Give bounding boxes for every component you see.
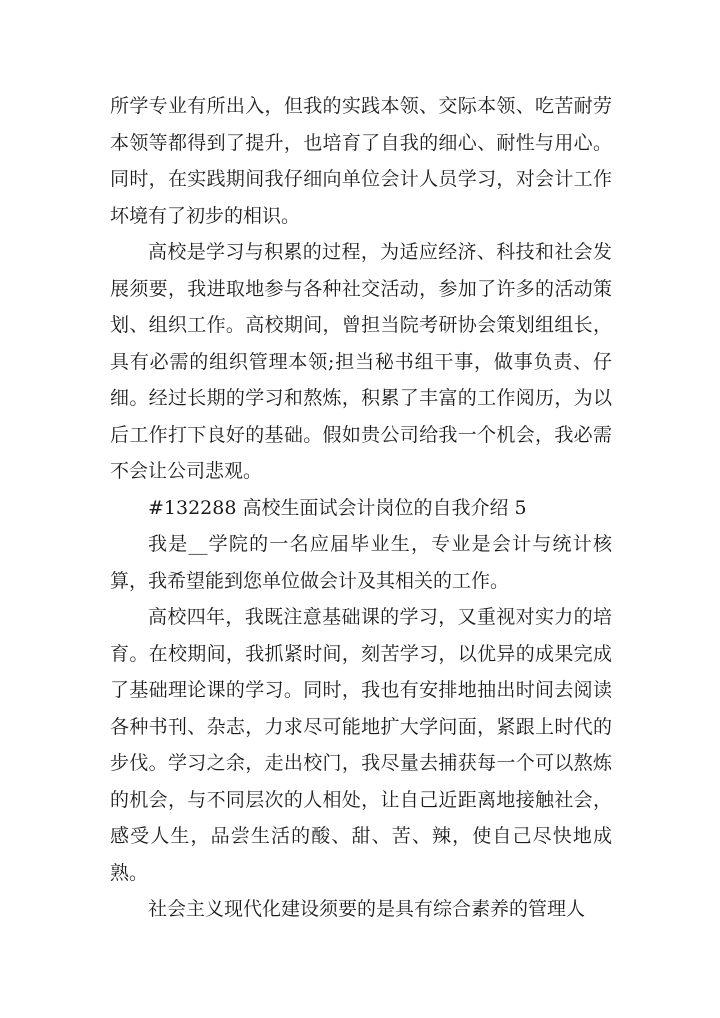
paragraph-final-partial: 社会主义现代化建设须要的是具有综合素养的管理人 <box>148 898 586 920</box>
section-heading: #132288 高校生面试会计岗位的自我介绍 5 <box>148 496 527 519</box>
paragraph-continuation: 所学专业有所出入，但我的实践本领、交际本领、吃苦耐劳本领等都得到了提升，也培育了自我的细心、耐性与用心。同时，在实践期间我仔细向单位会计人员学习，对会计工作坏境有了初步的相识。 <box>110 95 612 227</box>
paragraph-introduction: 我是__学院的一名应届毕业生，专业是会计与统计核算，我希望能到您单位做会计及其相关的工作。 <box>110 533 612 592</box>
paragraph-university-activities: 高校是学习与积累的过程，为适应经济、科技和社会发展须要，我进取地参与各种社交活动，参加了许多的活动策划、组织工作。高校期间，曾担当院考研协会策划组组长，具有必需的组织管理本领;担当秘书组干事，做事负责、仔细。经过长期的学习和熬炼，积累了丰富的工作阅历，为以后工作打下良好的基础。假如贵公司给我一个机会，我必需不会让公司悲观。 <box>110 241 612 482</box>
document-body <box>110 88 612 928</box>
paragraph-four-years: 高校四年，我既注意基础课的学习，又重视对实力的培育。在校期间，我抓紧时间，刻苦学习，以优异的成果完成了基础理论课的学习。同时，我也有安排地抽出时间去阅读各种书刊、杂志，力求尽可能地扩大学问面，紧跟上时代的步伐。学习之余，走出校门，我尽量去捕获每一个可以熬炼的机会，与不同层次的人相处，让自己近距离地接触社会，感受人生，品尝生活的酸、甜、苦、辣，使自己尽快地成熟。 <box>110 606 612 884</box>
